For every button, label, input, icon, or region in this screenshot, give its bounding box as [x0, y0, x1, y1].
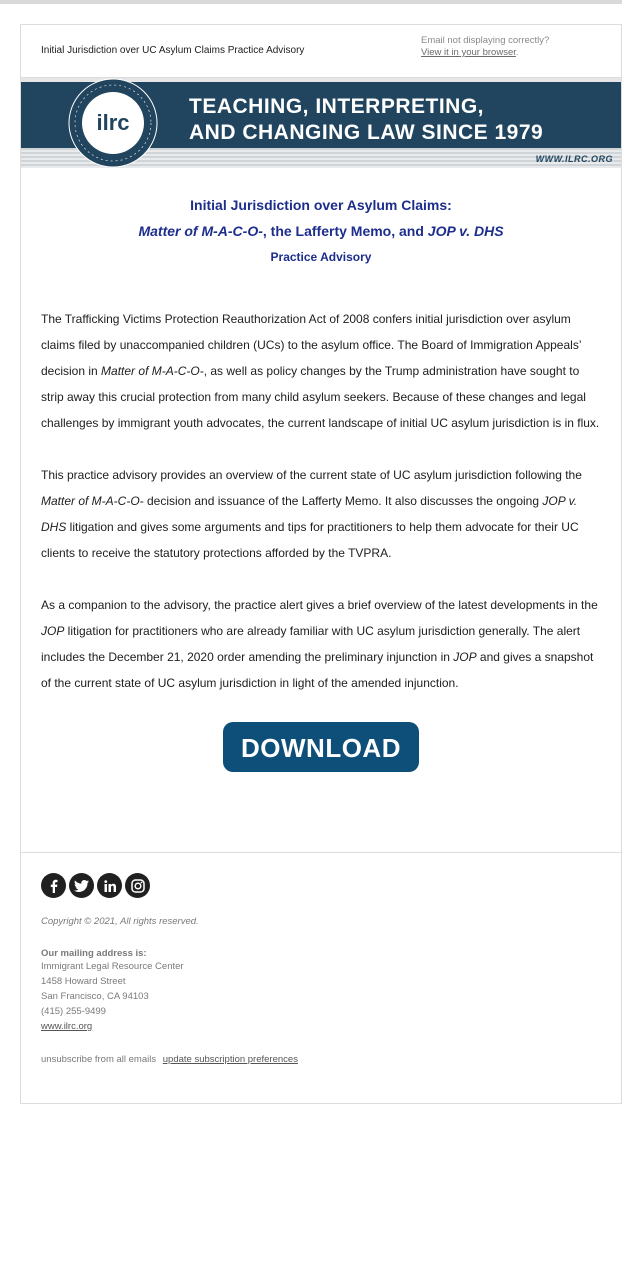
svg-text:ilrc: ilrc [96, 110, 130, 135]
top-bar [0, 0, 622, 4]
social-links [41, 873, 601, 898]
website-link[interactable]: www.ilrc.org [41, 1021, 93, 1032]
browser-notice: Email not displaying correctly? View it in your browser. [421, 35, 550, 58]
download-section [21, 722, 621, 852]
headline-subtitle: Matter of M-A-C-O-, the Lafferty Memo, and JOP v. DHS [138, 223, 504, 239]
notice-text: Email not displaying correctly? [421, 35, 550, 46]
subscription-links [41, 1054, 601, 1065]
phone: (415) 255-9499 [41, 1006, 106, 1017]
mailing-address-title: Our mailing address is: [41, 948, 147, 959]
city: San Francisco, CA 94103 [41, 991, 149, 1002]
org-name: Immigrant Legal Resource Center [41, 961, 184, 972]
header-banner [21, 78, 621, 168]
paragraph-1: The Trafficking Victims Protection Reauthorization Act of 2008 confers initial jurisdiction over asylum claims filed by unaccompanied children (UCs) to the asylum office. The Board of Immigration Appeals’ decision in Matter of M-A-C-O-, as well as policy changes by the Trump administration have sought to strip away this crucial protection from many child asylum seekers. Because of these changes and legal challenges by immigrant youth advocates, the current landscape of initial UC asylum jurisdiction is in flux. [41, 312, 600, 430]
headline [21, 192, 621, 270]
preferences-link[interactable]: update subscription preferences [162, 1054, 298, 1065]
paragraph-3: As a companion to the advisory, the practice alert gives a brief overview of the latest developments in the JOP litigation for practitioners who are already familiar with UC asylum jurisdiction generally. The alert includes the December 21, 2020 order amending the preliminary injunction in JOP and gives a snapshot of the current state of UC asylum jurisdiction in light of the amended injunction. [41, 598, 598, 690]
body-text [21, 270, 621, 696]
headline-title: Initial Jurisdiction over Asylum Claims: [190, 197, 452, 213]
banner-tagline: TEACHING, INTERPRETING, AND CHANGING LAW SINCE 1979 [189, 95, 544, 144]
linkedin-icon[interactable] [97, 873, 122, 898]
facebook-icon[interactable] [41, 873, 66, 898]
street: 1458 Howard Street [41, 976, 126, 987]
banner-site: WWW.ILRC.ORG [535, 154, 613, 164]
preheader [21, 25, 621, 78]
preheader-title: Initial Jurisdiction over UC Asylum Claims Practice Advisory [41, 45, 305, 56]
mailing-address [41, 959, 601, 1034]
instagram-icon[interactable] [125, 873, 150, 898]
ilrc-logo [61, 78, 161, 168]
download-button[interactable]: DOWNLOAD [223, 722, 419, 772]
headline-type: Practice Advisory [270, 250, 372, 264]
paragraph-2: This practice advisory provides an overview of the current state of UC asylum jurisdiction following the Matter of M-A-C-O- decision and issuance of the Lafferty Memo. It also discusses the ongoing JOP v. DHS litigation and gives some arguments and tips for practitioners to help them advocate for their UC clients to receive the statutory protections afforded by the TVPRA. [41, 468, 582, 560]
unsubscribe-link[interactable]: unsubscribe from all emails [41, 1054, 157, 1065]
footer [21, 852, 621, 1103]
copyright: Copyright © 2021, All rights reserved. [41, 916, 199, 927]
twitter-icon[interactable] [69, 873, 94, 898]
email-container [20, 24, 622, 1104]
view-in-browser-link[interactable]: View it in your browser [421, 47, 516, 58]
